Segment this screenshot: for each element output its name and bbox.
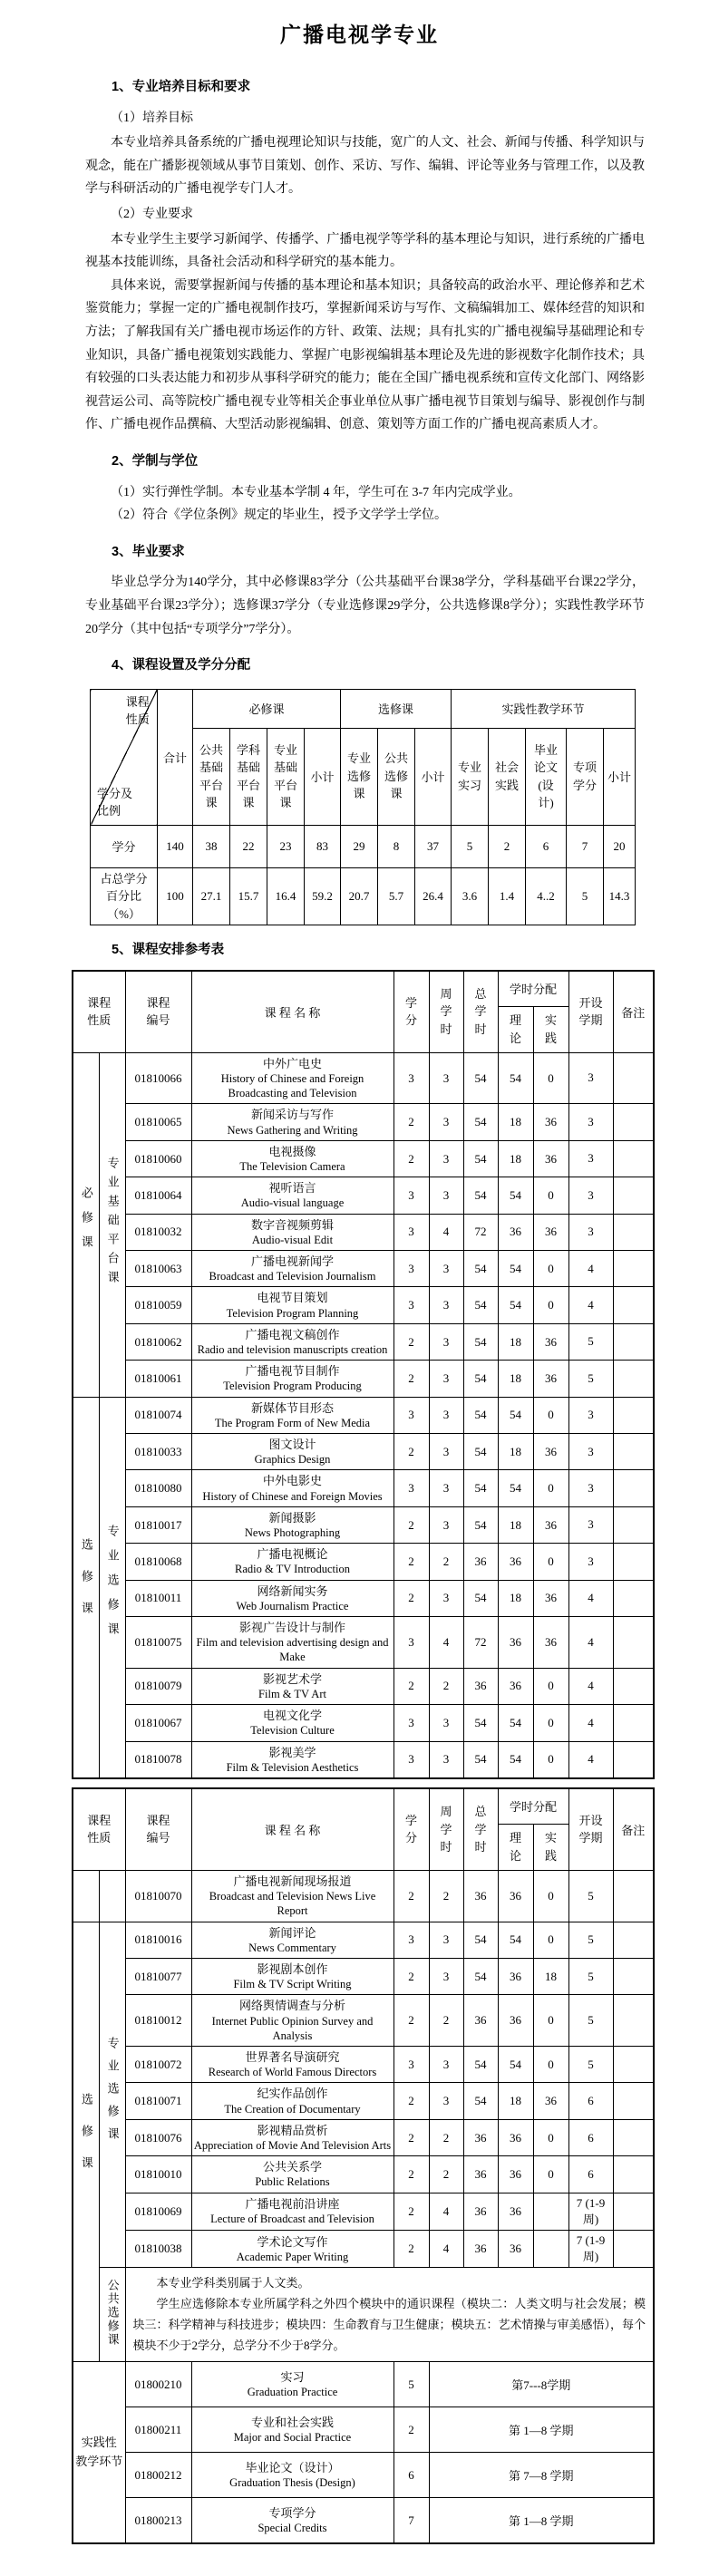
course-code: 01810060 <box>125 1140 191 1177</box>
course-code: 01810079 <box>125 1668 191 1704</box>
course-row: 01810010 公共关系学 Public Relations 2 2 36 36 0 6 <box>73 2156 654 2193</box>
public-elective-note <box>125 2268 654 2362</box>
course-row: 01810080 中外电影史 History of Chinese and Foreign Movies 3 3 54 54 0 3 <box>73 1470 654 1506</box>
course-name: 新闻评论 News Commentary <box>191 1922 394 1958</box>
header-semester: 开设学期 <box>568 1788 613 1871</box>
subcategory-public-elective: 公共选修课 <box>99 2268 125 2362</box>
course-name: 电视节目策划 Television Program Planning <box>191 1287 394 1323</box>
course-row: 01810012 网络舆情调查与分析 Internet Public Opinion Survey and Analysis 2 2 36 36 0 5 <box>73 1995 654 2047</box>
remark-cell <box>613 1668 654 1704</box>
category-empty-cell <box>73 1870 99 1922</box>
header-weekly-hours: 周学时 <box>429 1788 463 1871</box>
section-4-heading: 4、课程设置及学分分配 <box>112 658 251 673</box>
remark-cell <box>613 1287 654 1323</box>
header-required-subtotal: 小计 <box>305 728 341 825</box>
remark-cell <box>613 1506 654 1543</box>
header-social-practice: 社会实践 <box>489 728 526 825</box>
course-code: 01810074 <box>125 1397 191 1433</box>
course-code: 01810017 <box>125 1506 191 1543</box>
header-total-hours: 总学时 <box>463 1788 498 1871</box>
course-code: 01810032 <box>125 1214 191 1250</box>
course-name: 新闻摄影 News Photographing <box>191 1506 394 1543</box>
course-code: 01800210 <box>125 2362 191 2407</box>
course-row: 01810061 广播电视节目制作 Television Program Producing 2 3 54 18 36 5 <box>73 1361 654 1397</box>
course-code: 01810068 <box>125 1544 191 1580</box>
section-3-heading: 3、毕业要求 <box>112 544 185 559</box>
course-code: 01810076 <box>125 2119 191 2155</box>
course-row: 01810069 广播电视前沿讲座 Lecture of Broadcast and Television 2 4 36 36 7 (1-9周) <box>73 2193 654 2230</box>
header-discipline-basic-platform: 学科基础平台课 <box>230 728 267 825</box>
remark-cell <box>613 2119 654 2155</box>
course-name: 广播电视新闻现场报道 Broadcast and Television News Live Report <box>191 1870 394 1922</box>
section-1-heading: 1、专业培养目标和要求 <box>112 80 251 94</box>
remark-cell <box>613 1251 654 1287</box>
header-total: 合计 <box>158 689 193 825</box>
paragraph: 具体来说，需要掌握新闻与传播的基本理论和基本知识；具备较高的政治水平、理论修养和艺术鉴赏能力；掌握一定的广播电视制作技巧，掌握新闻采访与写作、文稿编辑加工、媒体经营的知识和方法；了解我国有关广播电视市场运作的方针、政策、法规；具有扎实的广播电视编导基础理论和专业知识，具备广播电视策划实践能力、掌握广电影视编辑基本理论及先进的影视数字化制作技术；具有较强的口头表达能力和初步从事科学研究的能力；能在全国广播电视系统和宣传文化部门、网络影视营运公司、高等院校广播电视专业等相关企事业单位从事广播电视节目策划与编导、影视创作与制作、广播电视作品撰稿、大型活动影视编辑、创意、策划等方面工作的广播电视高素质人才。 <box>85 278 645 432</box>
course-code: 01810010 <box>125 2156 191 2193</box>
course-row: 01810067 电视文化学 Television Culture 3 3 54 54 0 4 <box>73 1705 654 1741</box>
course-row: 必修课 专业基础平台课 01810066 中外广电史 History of Chinese and Foreign Broadcasting and Television 3 3 54 54 0 3 <box>73 1052 654 1104</box>
paragraph: （1）实行弹性学制。本专业基本学制 4 年，学生可在 3-7 年内完成学业。 <box>111 485 521 499</box>
course-code: 01810077 <box>125 1959 191 1995</box>
header-course-name: 课 程 名 称 <box>191 1788 394 1871</box>
header-elective-subtotal: 小计 <box>415 728 452 825</box>
course-code: 01800212 <box>125 2453 191 2498</box>
course-row: 01810079 影视艺术学 Film & TV Art 2 2 36 36 0 4 <box>73 1668 654 1704</box>
course-row: 01810065 新闻采访与写作 News Gathering and Writing 2 3 54 18 36 3 <box>73 1104 654 1140</box>
semester-range: 第 1—8 学期 <box>429 2407 654 2453</box>
header-course-nature: 课程性质 <box>73 971 125 1053</box>
course-name: 中外广电史 History of Chinese and Foreign Broadcasting and Television <box>191 1052 394 1104</box>
course-name: 广播电视文稿创作 Radio and television manuscripts creation <box>191 1323 394 1360</box>
header-total-hours: 总学时 <box>463 971 498 1053</box>
header-graduation-thesis: 毕业论文(设计) <box>526 728 567 825</box>
header-practice-hours: 实践 <box>533 1824 568 1870</box>
course-name: 新媒体节目形态 The Program Form of New Media <box>191 1397 394 1433</box>
header-hours-allocation: 学时分配 <box>498 1788 568 1825</box>
header-major-elective: 专业选修课 <box>341 728 378 825</box>
practice-row: 01800213 专项学分 Special Credits 7 第 1—8 学期 <box>73 2498 654 2543</box>
remark-cell <box>613 2156 654 2193</box>
header-public-basic-platform: 公共基础平台课 <box>193 728 230 825</box>
header-course-code: 课程编号 <box>125 971 191 1053</box>
course-name: 数字音视频剪辑 Audio-visual Edit <box>191 1214 394 1250</box>
credit-row: 占总学分百分比（%） 100 27.1 15.7 16.4 59.2 20.7 5.7 26.4 3.6 1.4 4..2 5 14.3 <box>91 867 636 925</box>
remark-cell <box>613 1959 654 1995</box>
category-elective-courses: 选修课 <box>73 1922 99 2362</box>
header-remark: 备注 <box>613 971 654 1053</box>
course-code: 01810067 <box>125 1705 191 1741</box>
course-code: 01810070 <box>125 1870 191 1922</box>
remark-cell <box>613 1177 654 1214</box>
paragraph: 毕业总学分为140学分，其中必修课83学分（公共基础平台课38学分，学科基础平台课22学分，专业基础平台课23学分）；选修课37学分（专业选修课29学分，公共选修课8学分）；实践性教学环节20学分（其中包括“专项学分”7学分）。 <box>85 576 645 636</box>
course-row: 01810059 电视节目策划 Television Program Planning 3 3 54 54 0 4 <box>73 1287 654 1323</box>
diagonal-header-cell <box>91 689 158 825</box>
course-code: 01810072 <box>125 2047 191 2083</box>
course-name: 电视文化学 Television Culture <box>191 1705 394 1741</box>
course-name: 图文设计 Graphics Design <box>191 1434 394 1470</box>
practice-row: 实践性 教学环节 01800210 实习 Graduation Practice 5 第7---8学期 <box>73 2362 654 2407</box>
course-row: 01810062 广播电视文稿创作 Radio and television manuscripts creation 2 3 54 18 36 5 <box>73 1323 654 1360</box>
course-name: 影视剧本创作 Film & TV Script Writing <box>191 1959 394 1995</box>
course-name: 影视精品赏析 Appreciation of Movie And Television Arts <box>191 2119 394 2155</box>
page-title: 广播电视学专业 <box>280 23 439 46</box>
course-schedule-table-1 <box>72 970 655 1779</box>
paragraph: （2）符合《学位条例》规定的毕业生，授予文学学士学位。 <box>111 508 447 523</box>
course-name: 影视美学 Film & Television Aesthetics <box>191 1741 394 1778</box>
course-code: 01810011 <box>125 1580 191 1616</box>
header-theory-hours: 理论 <box>498 1824 533 1870</box>
course-code: 01810066 <box>125 1052 191 1104</box>
remark-cell <box>613 1323 654 1360</box>
course-name: 广播电视节目制作 Television Program Producing <box>191 1361 394 1397</box>
course-code: 01810075 <box>125 1617 191 1669</box>
course-code: 01810078 <box>125 1741 191 1778</box>
course-code: 01800211 <box>125 2407 191 2453</box>
course-row: 01810032 数字音视频剪辑 Audio-visual Edit 3 4 72 36 36 3 <box>73 1214 654 1250</box>
course-row: 01810071 纪实作品创作 The Creation of Documentary 2 3 54 18 36 6 <box>73 2083 654 2119</box>
course-code: 01810012 <box>125 1995 191 2047</box>
remark-cell <box>613 1705 654 1741</box>
paragraph: 本专业学生主要学习新闻学、传播学、广播电视学等学科的基本理论与知识，进行系统的广播电视基本技能训练，具备社会活动和科学研究的基本能力。 <box>85 232 645 270</box>
subcategory-empty-cell <box>99 1870 125 1922</box>
credit-row: 学分 140 38 22 23 83 29 8 37 5 2 6 7 20 <box>91 825 636 867</box>
course-name: 世界著名导演研究 Research of World Famous Directors <box>191 2047 394 2083</box>
course-code: 01810061 <box>125 1361 191 1397</box>
category-required-courses: 必修课 <box>73 1052 99 1397</box>
course-name: 专业和社会实践 Major and Social Practice <box>191 2407 394 2453</box>
practice-row: 01800211 专业和社会实践 Major and Social Practice 2 第 1—8 学期 <box>73 2407 654 2453</box>
category-practical-teaching: 实践性 教学环节 <box>73 2362 125 2543</box>
section-1-sub2-heading: （2）专业要求 <box>111 207 193 221</box>
credit-allocation-table <box>90 689 636 926</box>
document-body <box>85 75 645 678</box>
remark-cell <box>613 2231 654 2268</box>
course-name: 网络新闻实务 Web Journalism Practice <box>191 1580 394 1616</box>
course-row: 01810077 影视剧本创作 Film & TV Script Writing 2 3 54 36 18 5 <box>73 1959 654 1995</box>
remark-cell <box>613 1580 654 1616</box>
remark-cell <box>613 1741 654 1778</box>
course-schedule-table-2 <box>72 1787 655 2544</box>
header-theory-hours: 理论 <box>498 1006 533 1052</box>
course-name: 新闻采访与写作 News Gathering and Writing <box>191 1104 394 1140</box>
section-5-heading: 5、课程安排参考表 <box>112 943 225 958</box>
remark-cell <box>613 1922 654 1958</box>
remark-cell <box>613 2083 654 2119</box>
course-row: 01810060 电视摄像 The Television Camera 2 3 54 18 36 3 <box>73 1140 654 1177</box>
course-name: 实习 Graduation Practice <box>191 2362 394 2407</box>
header-course-code: 课程编号 <box>125 1788 191 1871</box>
remark-cell <box>613 1361 654 1397</box>
header-practice-group: 实践性教学环节 <box>452 689 636 728</box>
row-label: 学分 <box>91 825 158 867</box>
remark-cell <box>613 1995 654 2047</box>
course-row: 01810033 图文设计 Graphics Design 2 3 54 18 36 3 <box>73 1434 654 1470</box>
course-name: 影视艺术学 Film & TV Art <box>191 1668 394 1704</box>
header-elective-group: 选修课 <box>341 689 452 728</box>
course-code: 01810071 <box>125 2083 191 2119</box>
course-row: 01810038 学术论文写作 Academic Paper Writing 2 4 36 36 7 (1-9周) <box>73 2231 654 2268</box>
remark-cell <box>613 1544 654 1580</box>
course-row: 01810064 视听语言 Audio-visual language 3 3 54 54 0 3 <box>73 1177 654 1214</box>
remark-cell <box>613 2047 654 2083</box>
course-code: 01810069 <box>125 2193 191 2230</box>
course-code: 01810016 <box>125 1922 191 1958</box>
subcategory-major-elective: 专业选修课 <box>99 1397 125 1778</box>
course-name: 视听语言 Audio-visual language <box>191 1177 394 1214</box>
course-name: 影视广告设计与制作 Film and television advertising design and Make <box>191 1617 394 1669</box>
remark-cell <box>613 1434 654 1470</box>
course-name: 广播电视前沿讲座 Lecture of Broadcast and Television <box>191 2193 394 2230</box>
diagonal-label-course-nature: 课程性质 <box>125 694 150 726</box>
course-row: 01810076 影视精品赏析 Appreciation of Movie And Television Arts 2 2 36 36 0 6 <box>73 2119 654 2155</box>
course-row: 01810063 广播电视新闻学 Broadcast and Television Journalism 3 3 54 54 0 4 <box>73 1251 654 1287</box>
course-code: 01810033 <box>125 1434 191 1470</box>
semester-range: 第 7—8 学期 <box>429 2453 654 2498</box>
course-name: 专项学分 Special Credits <box>191 2498 394 2543</box>
remark-cell <box>613 2193 654 2230</box>
course-name: 网络舆情调查与分析 Internet Public Opinion Survey and Analysis <box>191 1995 394 2047</box>
course-name: 广播电视概论 Radio & TV Introduction <box>191 1544 394 1580</box>
course-row: 01810017 新闻摄影 News Photographing 2 3 54 18 36 3 <box>73 1506 654 1543</box>
public-elective-note-row <box>73 2268 654 2362</box>
course-code: 01810059 <box>125 1287 191 1323</box>
course-name: 毕业论文（设计） Graduation Thesis (Design) <box>191 2453 394 2498</box>
note-line: 学生应选修除本专业所属学科之外四个模块中的通识课程（模块二：人类文明与社会发展；模块三：科学精神与科技进步；模块四：生命教育与卫生健康；模块五：艺术情操与审美感悟），每个模块不少于2学分，总学分不少于8学分。 <box>132 2297 646 2352</box>
course-row: 01810068 广播电视概论 Radio & TV Introduction 2 2 36 36 0 3 <box>73 1544 654 1580</box>
course-code: 01810065 <box>125 1104 191 1140</box>
header-credit: 学分 <box>394 971 429 1053</box>
header-course-nature: 课程性质 <box>73 1788 125 1871</box>
paragraph: 本专业培养具备系统的广播电视理论知识与技能，宽广的人文、社会、新闻与传播、科学知识与观念，能在广播影视领域从事节目策划、创作、采访、写作、编辑、评论等业务与管理工作，以及教学与科研活动的广播电视学专门人才。 <box>85 136 645 197</box>
course-row: 01810078 影视美学 Film & Television Aesthetics 3 3 54 54 0 4 <box>73 1741 654 1778</box>
remark-cell <box>613 1470 654 1506</box>
course-name: 公共关系学 Public Relations <box>191 2156 394 2193</box>
header-public-elective: 公共选修课 <box>378 728 415 825</box>
subcategory-major-elective: 专业选修课 <box>99 1922 125 2268</box>
course-name: 纪实作品创作 The Creation of Documentary <box>191 2083 394 2119</box>
remark-cell <box>613 1052 654 1104</box>
remark-cell <box>613 1140 654 1177</box>
semester-range: 第7---8学期 <box>429 2362 654 2407</box>
note-line: 本专业学科类别属于人文类。 <box>156 2276 310 2290</box>
course-code: 01810080 <box>125 1470 191 1506</box>
course-row: 选修课 专业选修课 01810074 新媒体节目形态 The Program Form of New Media 3 3 54 54 0 3 <box>73 1397 654 1433</box>
semester-range: 第 1—8 学期 <box>429 2498 654 2543</box>
header-credit: 学分 <box>394 1788 429 1871</box>
diagonal-label-credit-ratio: 学分及比例 <box>97 787 133 818</box>
course-row: 01810011 网络新闻实务 Web Journalism Practice 2 3 54 18 36 4 <box>73 1580 654 1616</box>
remark-cell <box>613 1214 654 1250</box>
course-code: 01810062 <box>125 1323 191 1360</box>
row-label: 占总学分百分比（%） <box>91 867 158 925</box>
course-code: 01810038 <box>125 2231 191 2268</box>
header-major-internship: 专业实习 <box>452 728 489 825</box>
header-special-credits: 专项学分 <box>567 728 604 825</box>
course-name: 广播电视新闻学 Broadcast and Television Journalism <box>191 1251 394 1287</box>
course-name: 学术论文写作 Academic Paper Writing <box>191 2231 394 2268</box>
course-row: 01810072 世界著名导演研究 Research of World Famous Directors 3 3 54 54 0 5 <box>73 2047 654 2083</box>
remark-cell <box>613 1397 654 1433</box>
remark-cell <box>613 1870 654 1922</box>
course-code: 01810063 <box>125 1251 191 1287</box>
header-practice-subtotal: 小计 <box>604 728 636 825</box>
course-tables <box>72 970 719 2544</box>
course-code: 01800213 <box>125 2498 191 2543</box>
course-name: 中外电影史 History of Chinese and Foreign Movies <box>191 1470 394 1506</box>
course-row: 01810075 影视广告设计与制作 Film and television advertising design and Make 3 4 72 36 36 4 <box>73 1617 654 1669</box>
header-semester: 开设学期 <box>568 971 613 1053</box>
section-2-heading: 2、学制与学位 <box>112 454 199 470</box>
remark-cell <box>613 1617 654 1669</box>
header-major-basic-platform: 专业基础平台课 <box>267 728 305 825</box>
header-hours-allocation: 学时分配 <box>498 971 568 1007</box>
category-elective-courses: 选修课 <box>73 1397 99 1778</box>
course-name: 电视摄像 The Television Camera <box>191 1140 394 1177</box>
course-row: 选修课 专业选修课 01810016 新闻评论 News Commentary 3 3 54 54 0 5 <box>73 1922 654 1958</box>
header-remark: 备注 <box>613 1788 654 1871</box>
header-practice-hours: 实践 <box>533 1006 568 1052</box>
header-weekly-hours: 周学时 <box>429 971 463 1053</box>
section-1-sub1-heading: （1）培养目标 <box>111 111 193 125</box>
course-code: 01810064 <box>125 1177 191 1214</box>
subcategory-major-basic-platform: 专业基础平台课 <box>99 1052 125 1397</box>
course-row: 01810070 广播电视新闻现场报道 Broadcast and Television News Live Report 2 2 36 36 0 5 <box>73 1870 654 1922</box>
practice-row: 01800212 毕业论文（设计） Graduation Thesis (Design) 6 第 7—8 学期 <box>73 2453 654 2498</box>
header-required-group: 必修课 <box>193 689 341 728</box>
remark-cell <box>613 1104 654 1140</box>
header-course-name: 课 程 名 称 <box>191 971 394 1053</box>
